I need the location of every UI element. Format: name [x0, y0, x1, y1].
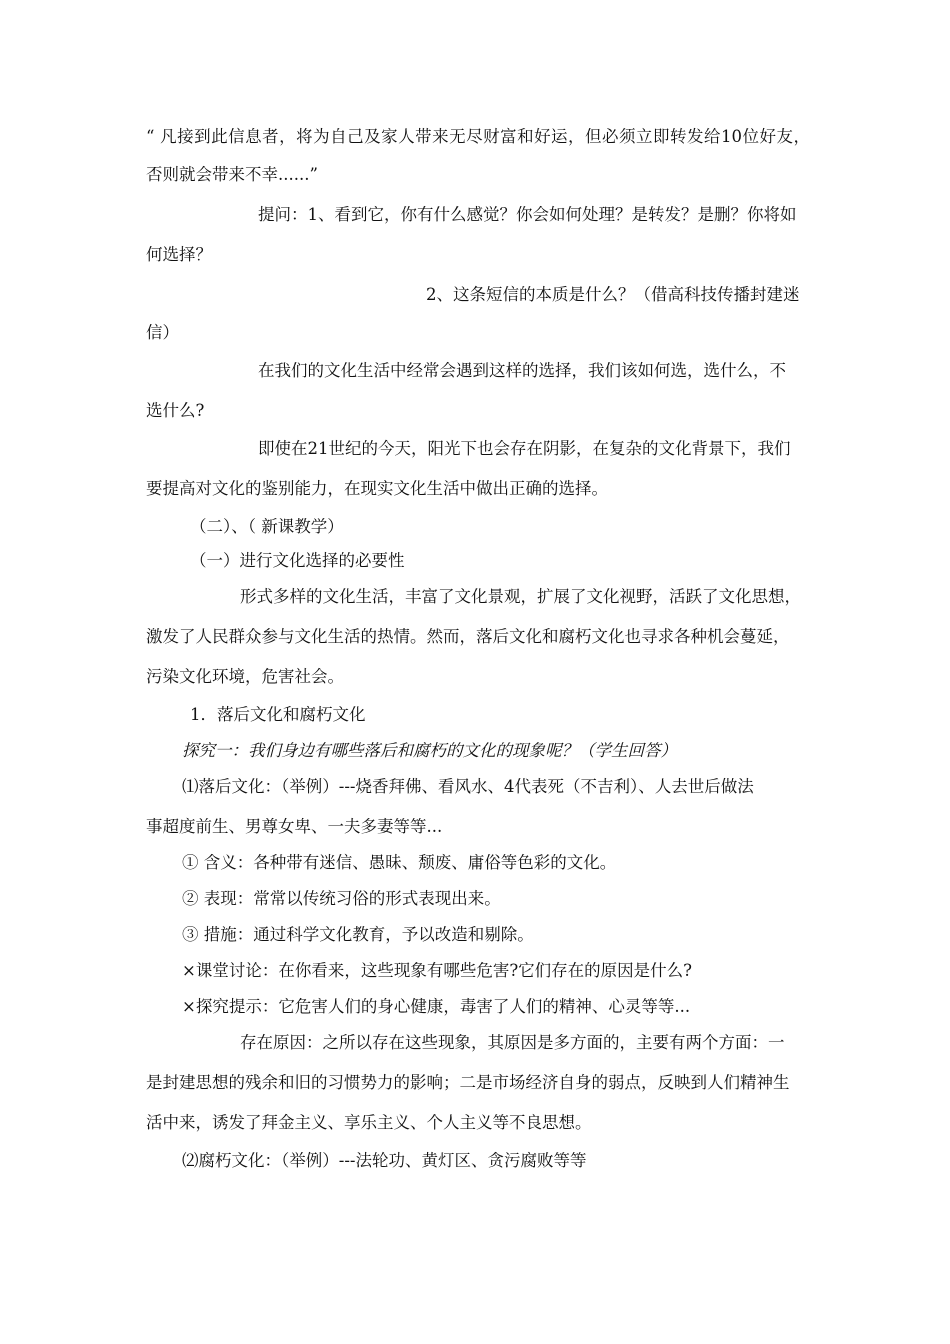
question-line-1: 提问：1、看到它，你有什么感觉？你会如何处理？是转发？是删？你将如 [258, 205, 797, 224]
question-line-2: 2、这条短信的本质是什么？（借高科技传播封建迷 [426, 285, 800, 304]
section-heading-new-lesson: （二）、（ 新课教学） [190, 517, 344, 536]
text-line-25: 存在原因：之所以存在这些现象，其原因是多方面的，主要有两个方面：一 [240, 1033, 785, 1052]
text-line-6: 信） [146, 323, 179, 342]
text-line-27: 活中来，诱发了拜金主义、享乐主义、个人主义等不良思想。 [146, 1113, 592, 1132]
text-line-26: 是封建思想的残余和旧的习惯势力的影响；二是市场经济自身的弱点，反映到人们精神生 [146, 1073, 790, 1092]
subsection-heading-necessity: （一）进行文化选择的必要性 [190, 551, 405, 570]
text-line-2: 否则就会带来不幸......” [146, 165, 318, 184]
text-line-15: 污染文化环境，危害社会。 [146, 667, 344, 686]
list-item-manifestation: ② 表现：常常以传统习俗的形式表现出来。 [182, 889, 501, 908]
text-line-4: 何选择？ [146, 245, 212, 264]
list-item-measures: ③ 措施：通过科学文化教育，予以改造和剔除。 [182, 925, 534, 944]
inquiry-one: 探究一：我们身边有哪些落后和腐朽的文化的现象呢？（学生回答） [182, 741, 677, 760]
item-heading-backward-culture: 1．落后文化和腐朽文化 [190, 705, 366, 724]
text-line-8: 选什么? [146, 401, 205, 420]
list-item-meaning: ① 含义：各种带有迷信、愚昧、颓废、庸俗等色彩的文化。 [182, 853, 617, 872]
text-line-19: 事超度前生、男尊女卑、一夫多妻等等... [146, 817, 443, 836]
class-discussion: ×课堂讨论：在你看来，这些现象有哪些危害?它们存在的原因是什么? [182, 961, 693, 980]
text-line-28: ⑵腐朽文化：（举例）---法轮功、黄灯区、贪污腐败等等 [182, 1151, 587, 1170]
text-line-10: 要提高对文化的鉴别能力，在现实文化生活中做出正确的选择。 [146, 479, 608, 498]
text-line-1: “ 凡接到此信息者，将为自己及家人带来无尽财富和好运，但必须立即转发给10位好友， [146, 127, 810, 146]
text-line-18: ⑴落后文化：（举例）---烧香拜佛、看风水、4代表死（不吉利）、人去世后做法 [182, 777, 754, 796]
text-line-9: 即使在21世纪的今天，阳光下也会存在阴影，在复杂的文化背景下，我们 [258, 439, 791, 458]
text-line-13: 形式多样的文化生活，丰富了文化景观，扩展了文化视野，活跃了文化思想， [240, 587, 801, 606]
inquiry-hint: ×探究提示：它危害人们的身心健康，毒害了人们的精神、心灵等等... [182, 997, 691, 1016]
text-line-14: 激发了人民群众参与文化生活的热情。然而，落后文化和腐朽文化也寻求各种机会蔓延， [146, 627, 790, 646]
text-line-7: 在我们的文化生活中经常会遇到这样的选择，我们该如何选，选什么，不 [258, 361, 786, 380]
